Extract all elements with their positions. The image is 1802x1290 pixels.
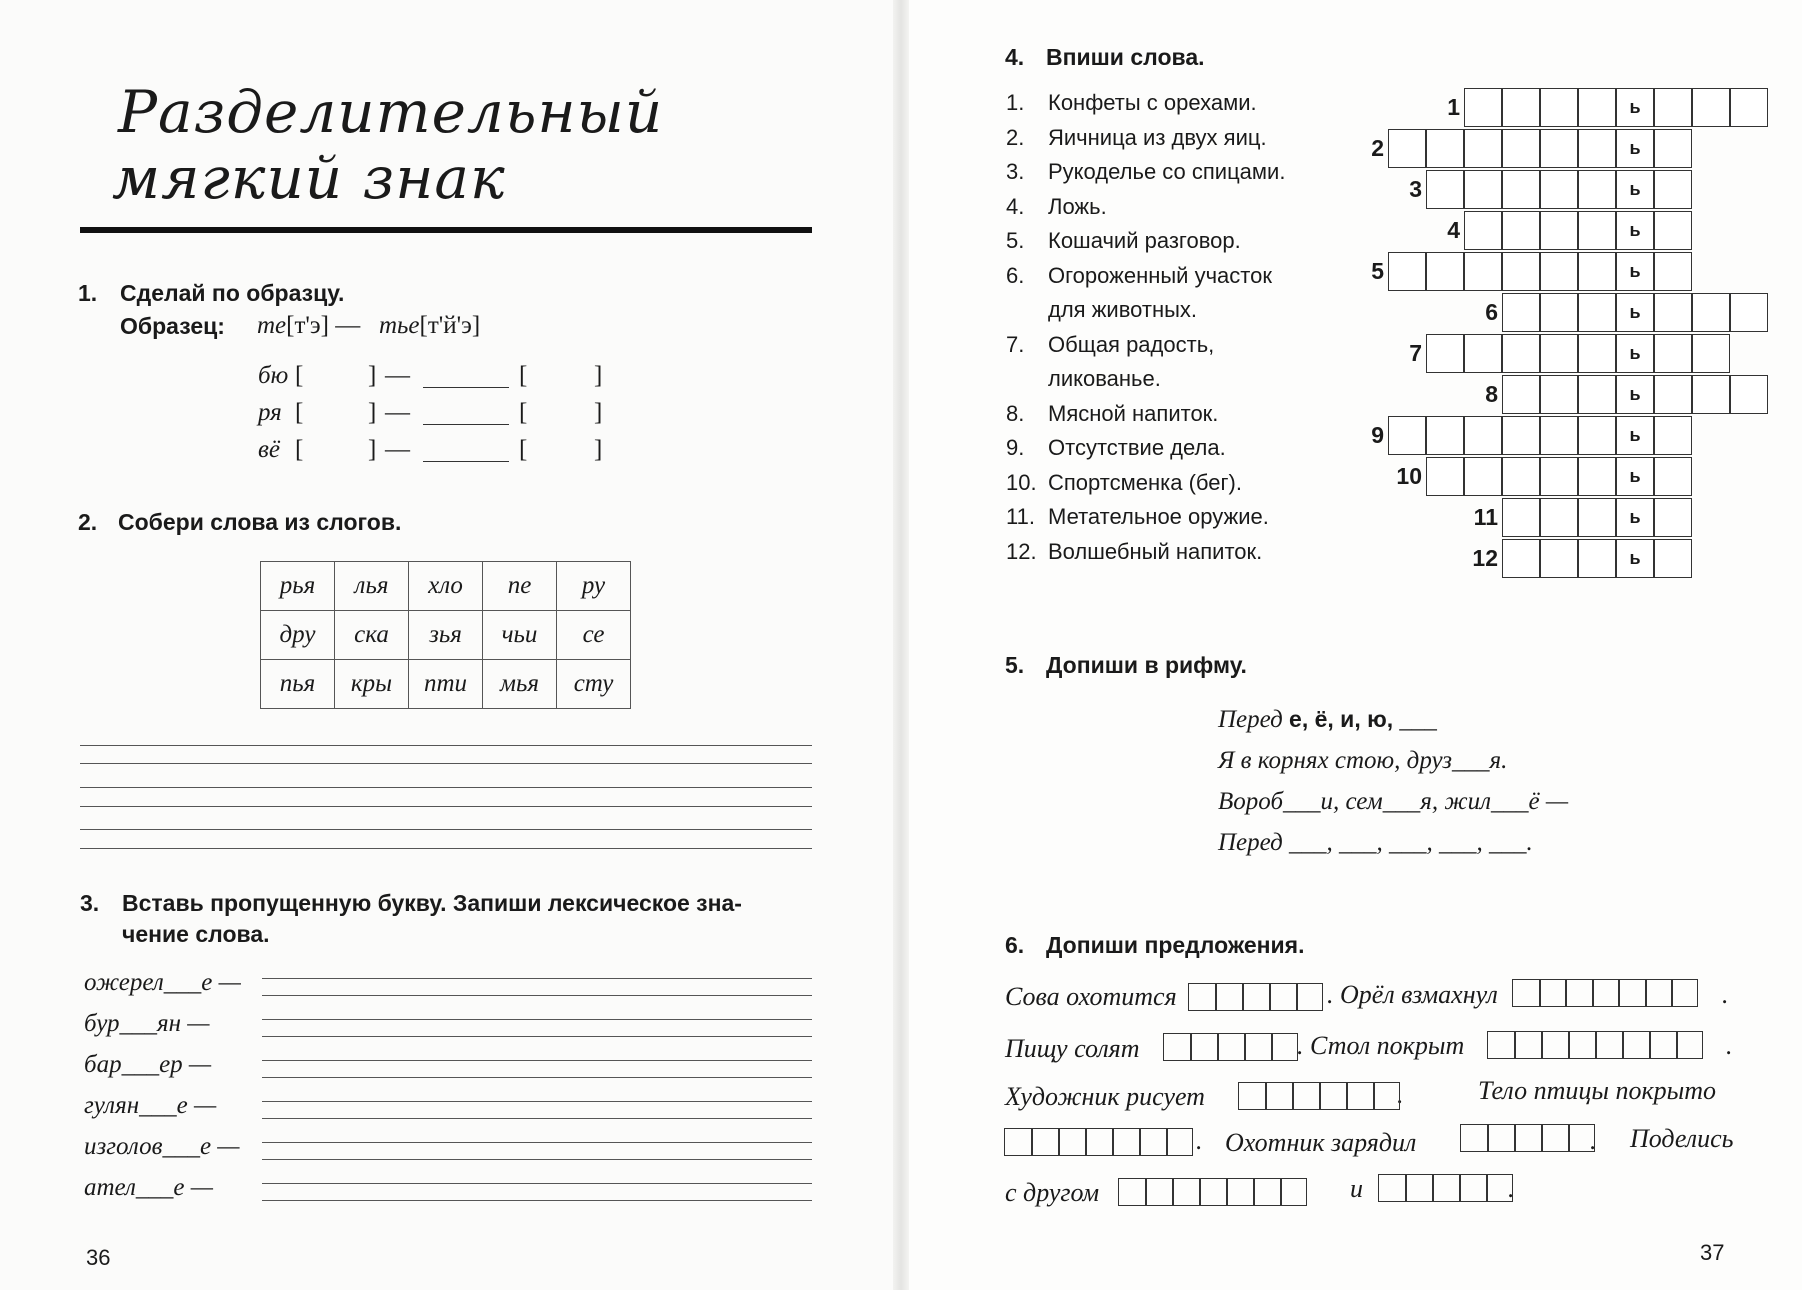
crossword-cell[interactable] — [1502, 457, 1540, 496]
ex1-title: Сделай по образцу. — [120, 280, 345, 306]
bracket-open: [ — [519, 436, 528, 463]
crossword-cell[interactable] — [1578, 498, 1616, 537]
crossword-cell[interactable] — [1464, 129, 1502, 168]
writing-line[interactable] — [262, 1159, 812, 1160]
ex4-title: Впиши слова. — [1046, 44, 1205, 70]
crossword-cell[interactable] — [1654, 170, 1692, 209]
crossword-number: 4 — [1447, 217, 1460, 243]
crossword-cell[interactable] — [1540, 293, 1578, 332]
writing-line[interactable] — [80, 745, 812, 746]
crossword-cell[interactable] — [1578, 539, 1616, 578]
period: . — [1722, 980, 1729, 1009]
writing-line[interactable] — [262, 1060, 812, 1061]
crossword-cell[interactable] — [1578, 129, 1616, 168]
bracket-close: ] — [368, 399, 377, 426]
title-rule — [80, 227, 812, 233]
clue-text: ликованье. — [1048, 366, 1161, 391]
crossword-key-cell: ь — [1616, 539, 1654, 578]
answer-box-divider — [1172, 1179, 1174, 1205]
clue-text: Общая радость, — [1048, 331, 1215, 357]
clue-text: Метательное оружие. — [1048, 504, 1269, 529]
answer-box-divider — [1568, 1125, 1570, 1151]
ex1-row-syllable: ря — [258, 399, 282, 426]
rhyme-line-1 — [1218, 706, 1437, 734]
clue-number: 11. — [1006, 504, 1035, 529]
clue-number: 7. — [1006, 331, 1025, 357]
page-number-left: 36 — [86, 1245, 111, 1270]
answer-box-divider — [1226, 1179, 1228, 1205]
crossword-cell[interactable] — [1426, 416, 1464, 455]
crossword-cell[interactable] — [1692, 88, 1730, 127]
crossword-cell[interactable] — [1654, 293, 1692, 332]
rhyme-line-1-letters: е, ё, и, ю, — [1289, 706, 1394, 732]
ex5-number: 5. — [1005, 652, 1025, 678]
writing-line[interactable] — [80, 806, 812, 807]
rhyme-line-3: Вороб___и, сем___я, жил___ё — — [1218, 788, 1569, 815]
crossword-cell[interactable] — [1540, 334, 1578, 373]
table-cell: рья — [261, 562, 335, 611]
ex6-number: 6. — [1005, 932, 1025, 958]
crossword-cell[interactable] — [1730, 293, 1768, 332]
crossword-number: 11 — [1473, 504, 1498, 530]
crossword-cell[interactable] — [1426, 457, 1464, 496]
answer-box-divider — [1199, 1179, 1201, 1205]
ex1-row-dash: — — [385, 399, 410, 426]
clue-number: 10. — [1006, 469, 1037, 495]
answer-box-divider — [1671, 980, 1673, 1006]
sentence-artist: Художник рисует — [1005, 1082, 1205, 1111]
table-cell: мья — [483, 660, 557, 709]
sentence-table: . Стол покрыт — [1297, 1031, 1465, 1060]
answer-box-divider — [1085, 1129, 1087, 1155]
crossword-number: 12 — [1472, 545, 1498, 571]
answer-box-divider — [1541, 1032, 1543, 1058]
answer-line[interactable] — [423, 387, 509, 388]
crossword-cell[interactable] — [1502, 416, 1540, 455]
table-cell: хло — [409, 562, 483, 611]
bracket-close: ] — [368, 436, 377, 463]
answer-box-divider — [1595, 1032, 1597, 1058]
crossword-key-cell: ь — [1616, 334, 1654, 373]
table-cell: чьи — [483, 611, 557, 660]
sample-transcription-a: [т'э] — [286, 312, 329, 339]
ex3-word: ожерел___е — — [84, 969, 241, 996]
answer-box-divider — [1487, 1125, 1489, 1151]
bracket-open: [ — [295, 399, 304, 426]
answer-box-divider — [1215, 984, 1217, 1010]
ex1-row-dash: — — [385, 362, 410, 389]
answer-box-divider — [1265, 1083, 1267, 1109]
period: . — [1196, 1126, 1203, 1155]
ex3-word: гулян___е — — [84, 1092, 217, 1119]
answer-box-divider — [1253, 1179, 1255, 1205]
clue-number: 2. — [1006, 124, 1025, 150]
answer-box[interactable] — [1004, 1128, 1193, 1156]
clue-text: Мясной напиток. — [1048, 400, 1219, 426]
crossword-cell[interactable] — [1692, 293, 1730, 332]
sentence-owl: Сова охотится — [1005, 982, 1177, 1011]
ex5-title: Допиши в рифму. — [1046, 652, 1247, 678]
table-cell: ска — [335, 611, 409, 660]
crossword-cell[interactable] — [1426, 129, 1464, 168]
sentence-eagle: . Орёл взмахнул — [1327, 980, 1498, 1009]
answer-box[interactable] — [1118, 1178, 1307, 1206]
crossword-cell[interactable] — [1654, 416, 1692, 455]
writing-line[interactable] — [262, 1019, 812, 1020]
table-cell: лья — [335, 562, 409, 611]
crossword-cell[interactable] — [1578, 457, 1616, 496]
ex3-number: 3. — [80, 890, 100, 916]
clue-text: Отсутствие дела. — [1048, 435, 1226, 460]
page-number-right: 37 — [1700, 1240, 1725, 1265]
writing-line[interactable] — [262, 1036, 812, 1037]
crossword-cell[interactable] — [1692, 334, 1730, 373]
table-row — [261, 660, 631, 709]
ex1-sample-label: Образец: — [120, 313, 225, 339]
answer-box-divider — [1145, 1179, 1147, 1205]
bracket-close: ] — [368, 362, 377, 389]
sample-dash: — — [335, 312, 361, 339]
answer-box[interactable] — [1487, 1031, 1703, 1059]
writing-line[interactable] — [262, 1077, 812, 1078]
crossword-cell[interactable] — [1654, 457, 1692, 496]
sentence-food: Пищу солят — [1005, 1034, 1140, 1063]
answer-box-divider — [1058, 1129, 1060, 1155]
answer-box-divider — [1565, 980, 1567, 1006]
sentence-share: Поделись — [1630, 1124, 1734, 1153]
answer-box-divider — [1242, 984, 1244, 1010]
crossword-cell[interactable] — [1540, 211, 1578, 250]
answer-box-divider — [1432, 1175, 1434, 1201]
sentence-bird-body: Тело птицы покрыто — [1478, 1076, 1716, 1105]
book-gutter — [893, 0, 909, 1290]
clue-text: Яичница из двух яиц. — [1048, 124, 1267, 150]
clue-number: 8. — [1006, 400, 1025, 426]
crossword-cell[interactable] — [1502, 498, 1540, 537]
table-row — [261, 611, 631, 660]
crossword-cell[interactable] — [1540, 416, 1578, 455]
crossword-cell[interactable] — [1464, 457, 1502, 496]
crossword-cell[interactable] — [1540, 498, 1578, 537]
crossword-cell[interactable] — [1654, 334, 1692, 373]
writing-line[interactable] — [262, 1200, 812, 1201]
crossword-cell[interactable] — [1540, 252, 1578, 291]
table-row — [261, 562, 631, 611]
answer-box[interactable] — [1238, 1082, 1400, 1110]
crossword-cell[interactable] — [1654, 211, 1692, 250]
crossword-number: 3 — [1409, 176, 1422, 202]
table-cell: пти — [409, 660, 483, 709]
clue-number: 9. — [1006, 435, 1025, 460]
ex1-row-syllable: вё — [258, 436, 280, 463]
answer-box-divider — [1645, 980, 1647, 1006]
answer-box-divider — [1514, 1032, 1516, 1058]
table-cell: пья — [261, 660, 335, 709]
crossword-cell[interactable] — [1502, 375, 1540, 414]
answer-box[interactable] — [1188, 983, 1323, 1011]
ex6-title: Допиши предложения. — [1046, 932, 1305, 958]
answer-box-divider — [1269, 984, 1271, 1010]
crossword-cell[interactable] — [1578, 211, 1616, 250]
crossword-cell[interactable] — [1464, 252, 1502, 291]
crossword-key-cell: ь — [1616, 211, 1654, 250]
rhyme-line-2: Я в корнях стою, друз___я. — [1218, 747, 1508, 774]
crossword-cell[interactable] — [1388, 416, 1426, 455]
answer-box-divider — [1190, 1034, 1192, 1060]
crossword-cell[interactable] — [1540, 129, 1578, 168]
title-line-2: мягкий знак — [112, 144, 506, 212]
answer-box-divider — [1166, 1129, 1168, 1155]
crossword-cell[interactable] — [1426, 334, 1464, 373]
crossword-cell[interactable] — [1578, 416, 1616, 455]
crossword-cell[interactable] — [1540, 88, 1578, 127]
bracket-close: ] — [594, 436, 603, 463]
answer-line[interactable] — [423, 424, 509, 425]
syllable-table — [260, 561, 631, 709]
crossword-cell[interactable] — [1578, 252, 1616, 291]
writing-line[interactable] — [80, 848, 812, 849]
crossword-number: 10 — [1396, 463, 1422, 489]
crossword-cell[interactable] — [1502, 211, 1540, 250]
answer-box-divider — [1539, 980, 1541, 1006]
crossword-cell[interactable] — [1502, 293, 1540, 332]
crossword-key-cell: ь — [1616, 252, 1654, 291]
crossword-cell[interactable] — [1730, 375, 1768, 414]
crossword-cell[interactable] — [1578, 88, 1616, 127]
crossword-cell[interactable] — [1540, 539, 1578, 578]
crossword-cell[interactable] — [1502, 129, 1540, 168]
clue-number: 1. — [1006, 90, 1025, 115]
ex3-word: бар___ер — — [84, 1051, 212, 1078]
answer-box-divider — [1346, 1083, 1348, 1109]
period: . — [1397, 1080, 1404, 1109]
crossword-cell[interactable] — [1464, 416, 1502, 455]
period: . — [1508, 1174, 1515, 1203]
sentence-hunter: Охотник зарядил — [1225, 1128, 1417, 1157]
crossword-cell[interactable] — [1654, 375, 1692, 414]
answer-box-divider — [1405, 1175, 1407, 1201]
crossword-number: 1 — [1447, 94, 1460, 120]
clue-text: Кошачий разговор. — [1048, 228, 1241, 253]
clue-text: Конфеты с орехами. — [1048, 90, 1257, 115]
writing-line[interactable] — [262, 1142, 812, 1143]
crossword-cell[interactable] — [1540, 170, 1578, 209]
answer-line[interactable] — [423, 461, 509, 462]
ex3-word: ател___е — — [84, 1174, 214, 1201]
table-cell: дру — [261, 611, 335, 660]
answer-box-divider — [1244, 1034, 1246, 1060]
clue-number: 5. — [1006, 228, 1025, 253]
crossword-cell[interactable] — [1426, 170, 1464, 209]
crossword-cell[interactable] — [1426, 252, 1464, 291]
writing-line[interactable] — [262, 1183, 812, 1184]
sentence-friend: с другом — [1005, 1178, 1100, 1207]
clue-text: Рукоделье со спицами. — [1048, 159, 1286, 184]
crossword-cell[interactable] — [1730, 88, 1768, 127]
clue-number: 6. — [1006, 262, 1025, 288]
crossword-key-cell: ь — [1616, 498, 1654, 537]
crossword-cell[interactable] — [1502, 170, 1540, 209]
crossword-key-cell: ь — [1616, 375, 1654, 414]
table-cell: се — [557, 611, 631, 660]
answer-box-divider — [1676, 1032, 1678, 1058]
crossword-number: 9 — [1371, 422, 1384, 448]
crossword-key-cell: ь — [1616, 416, 1654, 455]
answer-box-divider — [1459, 1175, 1461, 1201]
table-cell: ру — [557, 562, 631, 611]
conjunction: и — [1350, 1174, 1363, 1203]
ex3-word: бур___ян — — [84, 1010, 210, 1037]
bracket-open: [ — [519, 399, 528, 426]
clue-text: для животных. — [1048, 297, 1198, 322]
bracket-close: ] — [594, 362, 603, 389]
rhyme-line-1-blank: ___ — [1393, 706, 1437, 733]
ex3-title-line-1: Вставь пропущенную букву. Запиши лексическое зна- — [122, 890, 742, 916]
writing-line[interactable] — [80, 787, 812, 788]
answer-box-divider — [1031, 1129, 1033, 1155]
crossword-cell[interactable] — [1654, 252, 1692, 291]
writing-line[interactable] — [80, 829, 812, 830]
crossword-key-cell: ь — [1616, 293, 1654, 332]
crossword-cell[interactable] — [1654, 539, 1692, 578]
period: . — [1726, 1031, 1733, 1060]
clue-number: 4. — [1006, 193, 1025, 219]
answer-box-divider — [1296, 984, 1298, 1010]
bracket-open: [ — [295, 436, 304, 463]
crossword-cell[interactable] — [1502, 539, 1540, 578]
answer-box-divider — [1139, 1129, 1141, 1155]
bracket-open: [ — [519, 362, 528, 389]
crossword-cell[interactable] — [1578, 170, 1616, 209]
crossword-cell[interactable] — [1464, 170, 1502, 209]
crossword-cell[interactable] — [1654, 498, 1692, 537]
writing-line[interactable] — [262, 1101, 812, 1102]
clue-text: Ложь. — [1048, 193, 1107, 219]
crossword-cell[interactable] — [1502, 334, 1540, 373]
answer-box-divider — [1568, 1032, 1570, 1058]
writing-line[interactable] — [80, 763, 812, 764]
crossword-cell[interactable] — [1502, 252, 1540, 291]
answer-box[interactable] — [1378, 1174, 1513, 1202]
ex4-number: 4. — [1005, 44, 1025, 70]
answer-box[interactable] — [1460, 1124, 1595, 1152]
rhyme-line-1-a: Перед — [1218, 706, 1290, 733]
writing-line[interactable] — [262, 1118, 812, 1119]
crossword-cell[interactable] — [1540, 457, 1578, 496]
answer-box-divider — [1649, 1032, 1651, 1058]
answer-box-divider — [1622, 1032, 1624, 1058]
answer-box-divider — [1292, 1083, 1294, 1109]
crossword-cell[interactable] — [1578, 334, 1616, 373]
answer-box-divider — [1112, 1129, 1114, 1155]
ex1-row-syllable: бю — [258, 362, 289, 389]
answer-box-divider — [1373, 1083, 1375, 1109]
answer-box-divider — [1541, 1125, 1543, 1151]
answer-box-divider — [1592, 980, 1594, 1006]
crossword-key-cell: ь — [1616, 129, 1654, 168]
sample-syllable-b: тье — [378, 312, 420, 339]
crossword-cell[interactable] — [1654, 88, 1692, 127]
crossword-cell[interactable] — [1464, 88, 1502, 127]
answer-box-divider — [1486, 1175, 1488, 1201]
answer-box-divider — [1319, 1083, 1321, 1109]
table-cell: кры — [335, 660, 409, 709]
ex2-number: 2. — [78, 509, 98, 535]
crossword-cell[interactable] — [1692, 375, 1730, 414]
crossword-cell[interactable] — [1502, 88, 1540, 127]
writing-line[interactable] — [262, 978, 812, 979]
crossword-number: 7 — [1409, 340, 1422, 366]
writing-line[interactable] — [262, 995, 812, 996]
crossword-cell[interactable] — [1540, 375, 1578, 414]
rhyme-line-4: Перед ___, ___, ___, ___, ___. — [1218, 829, 1533, 856]
bracket-open: [ — [295, 362, 304, 389]
title-line-1: Разделительный — [118, 78, 664, 146]
answer-box-divider — [1514, 1125, 1516, 1151]
table-cell: сту — [557, 660, 631, 709]
answer-box[interactable] — [1512, 979, 1698, 1007]
crossword-cell[interactable] — [1464, 211, 1502, 250]
answer-box-divider — [1280, 1179, 1282, 1205]
ex1-number: 1. — [78, 280, 98, 306]
clue-number: 12. — [1006, 538, 1037, 564]
answer-box[interactable] — [1163, 1033, 1298, 1061]
ex3-word: изголов___е — — [84, 1133, 240, 1160]
ex3-title-line-2: чение слова. — [122, 921, 270, 947]
crossword-cell[interactable] — [1654, 129, 1692, 168]
clue-number: 3. — [1006, 159, 1025, 184]
answer-box-divider — [1217, 1034, 1219, 1060]
table-cell: зья — [409, 611, 483, 660]
crossword-cell[interactable] — [1578, 375, 1616, 414]
ex2-title: Собери слова из слогов. — [118, 509, 402, 535]
clue-text: Спортсменка (бег). — [1048, 469, 1242, 495]
crossword-cell[interactable] — [1388, 129, 1426, 168]
sample-syllable-a: те — [257, 312, 287, 339]
crossword-cell[interactable] — [1464, 334, 1502, 373]
sample-transcription-b: [т'й'э] — [419, 312, 481, 339]
bracket-close: ] — [594, 399, 603, 426]
table-cell: пе — [483, 562, 557, 611]
period: . — [1590, 1126, 1597, 1155]
crossword-number: 5 — [1371, 258, 1384, 284]
answer-box-divider — [1618, 980, 1620, 1006]
crossword-cell[interactable] — [1578, 293, 1616, 332]
crossword-key-cell: ь — [1616, 88, 1654, 127]
crossword-number: 8 — [1485, 381, 1498, 407]
clue-text: Огороженный участок — [1048, 262, 1272, 288]
answer-box-divider — [1271, 1034, 1273, 1060]
crossword-number: 2 — [1371, 135, 1384, 161]
crossword-key-cell: ь — [1616, 457, 1654, 496]
crossword-number: 6 — [1485, 299, 1498, 325]
clue-text: Волшебный напиток. — [1048, 538, 1263, 564]
crossword-cell[interactable] — [1388, 252, 1426, 291]
crossword-key-cell: ь — [1616, 170, 1654, 209]
ex1-sample — [257, 312, 480, 340]
ex1-row-dash: — — [385, 436, 410, 463]
